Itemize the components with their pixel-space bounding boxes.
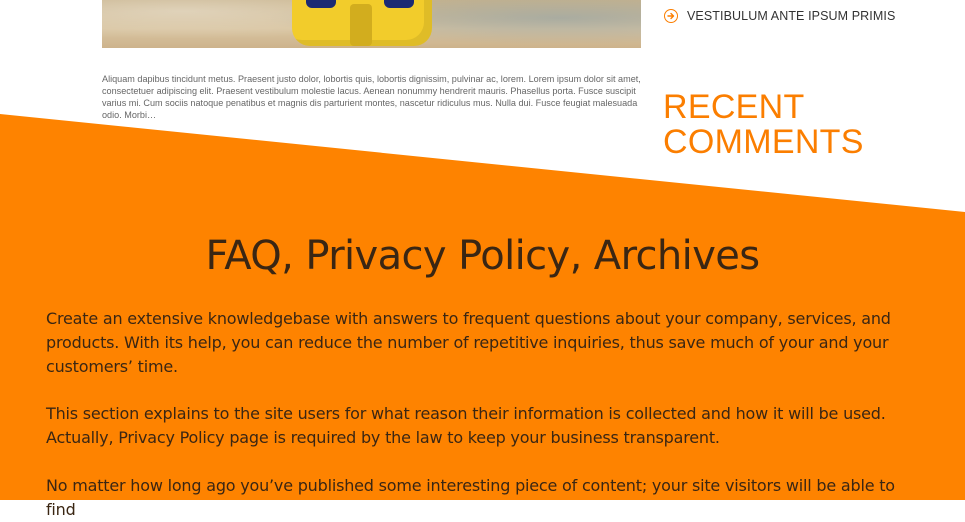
level-stand xyxy=(350,4,372,46)
recent-comments-heading: RECENT COMMENTS xyxy=(663,88,864,161)
paragraph-archives: No matter how long ago you’ve published some interesting piece of content; your site visitors will be able to find xyxy=(46,476,895,519)
paragraph-privacy-policy: This section explains to the site users for what reason their information is collected and how it will be used. Actually, Privacy Policy page is required by the law to keep your business transparent. xyxy=(46,404,886,447)
level-knob-right xyxy=(384,0,414,8)
level-knob-left xyxy=(306,0,336,8)
sidebar-link-vestibulum[interactable] xyxy=(664,9,895,23)
laser-level-shape xyxy=(292,0,432,46)
sidebar-link-label: VESTIBULUM ANTE IPSUM PRIMIS xyxy=(687,9,896,23)
paragraph-faq: Create an extensive knowledgebase with answers to frequent questions about your company, services, and products. With its help, you can reduce the number of repetitive inquiries, thus save much of your and your customers’ time. xyxy=(46,309,891,376)
post-featured-image[interactable] xyxy=(102,0,641,48)
section-title: FAQ, Privacy Policy, Archives xyxy=(205,233,760,279)
arrow-right-circle-icon xyxy=(664,9,678,23)
post-excerpt: Aliquam dapibus tincidunt metus. Praesent justo dolor, lobortis quis, lobortis dignissim, pulvinar ac, lorem. Lorem ipsum dolor sit amet, consectetuer adipiscing elit. Praesent vestibulum molestie lacus. Aenean nonummy hendrerit mauris. Phasellus porta. Fusce suscipit varius mi. Cum sociis natoque penatibus et magnis dis parturient montes, nascetur ridiculus mus. Nulla dui. Fusce feugiat malesuada odio. Morbi… xyxy=(102,74,641,120)
